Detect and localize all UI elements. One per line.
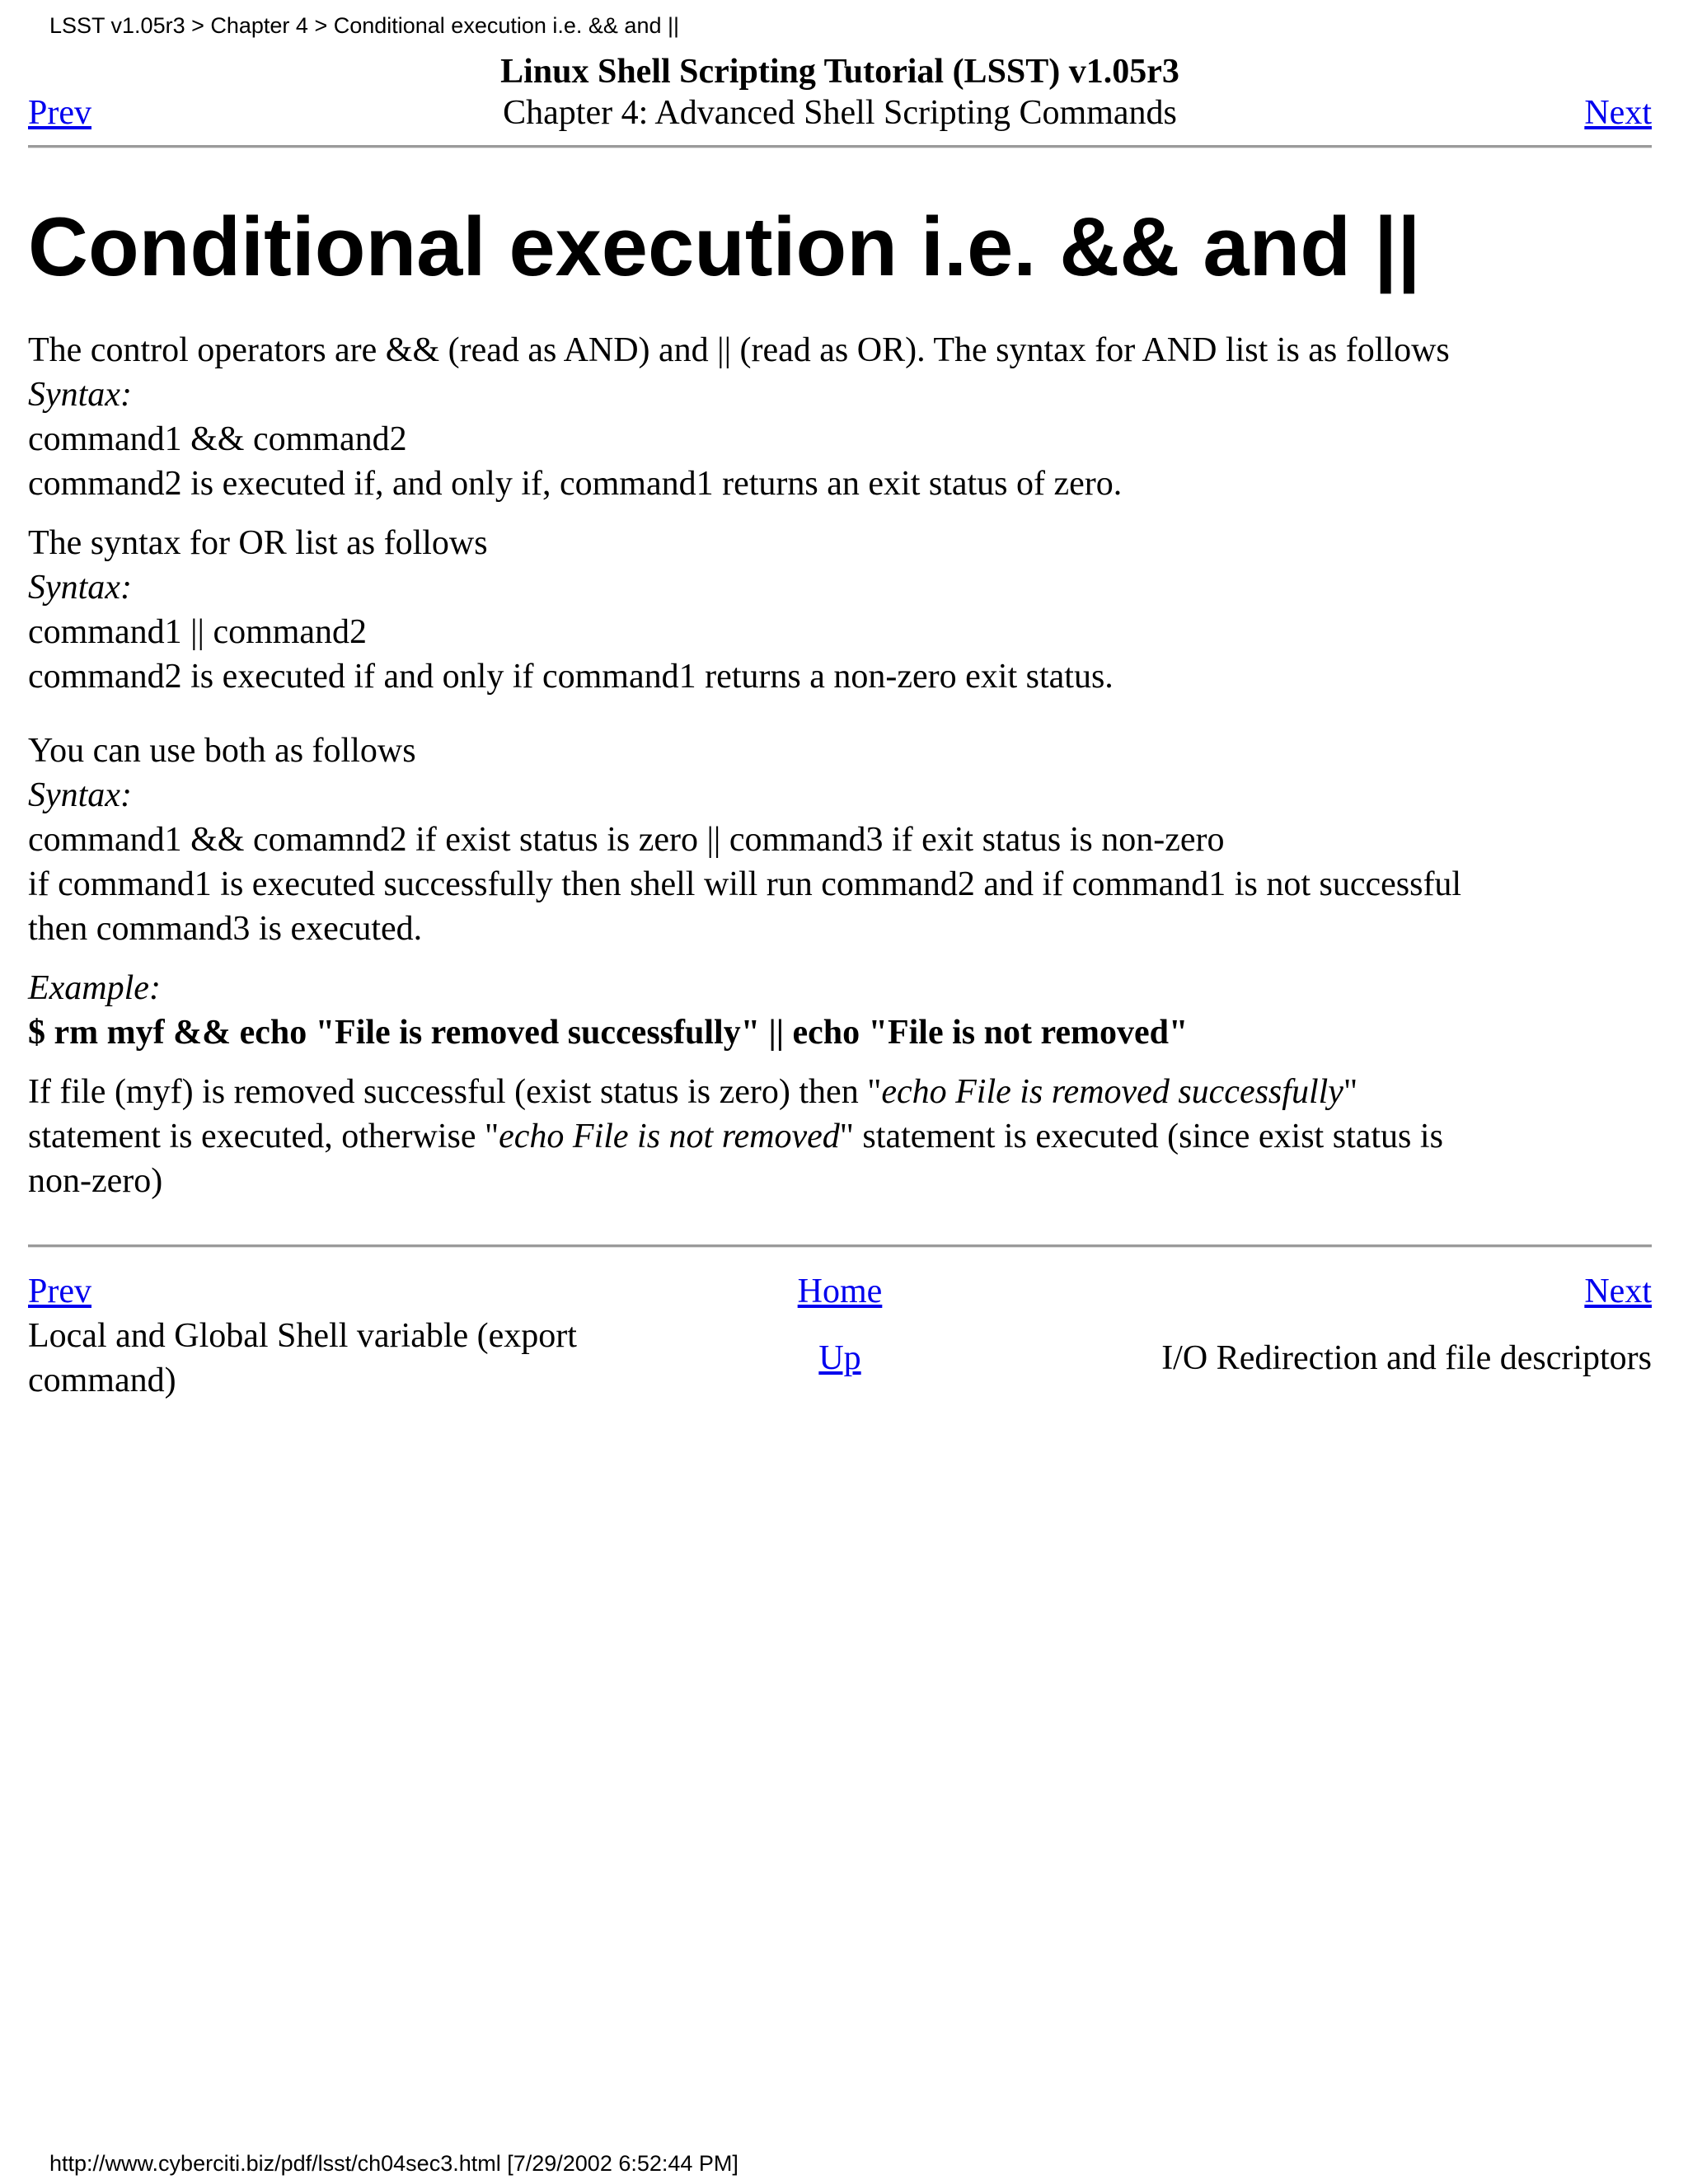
explanation-text: " statement is executed (since exist status is <box>839 1118 1443 1155</box>
example-label: Example: <box>28 969 161 1007</box>
prev-link[interactable]: Prev <box>28 94 91 132</box>
or-section <box>28 521 1652 951</box>
header-divider <box>28 145 1652 148</box>
prev-page-title-line-1: Local and Global Shell variable (export <box>28 1317 577 1355</box>
nav-header-right <box>1404 92 1652 134</box>
syntax-label: Syntax: <box>28 569 132 607</box>
nav-header-left <box>28 92 275 134</box>
explanation-text: statement is executed, otherwise " <box>28 1118 499 1155</box>
nav-header <box>28 51 1652 134</box>
prev-page-title-line-2: command) <box>28 1361 176 1399</box>
explanation-line-1 <box>28 1070 1652 1114</box>
example-section <box>28 966 1652 1055</box>
and-syntax: command1 && command2 <box>28 420 407 458</box>
up-link[interactable]: Up <box>818 1339 861 1377</box>
both-syntax: command1 && comamnd2 if exist status is zero || command3 if exit status is non-zero <box>28 821 1225 859</box>
both-intro: You can use both as follows <box>28 732 416 770</box>
next-page-title: I/O Redirection and file descriptors <box>1161 1339 1652 1377</box>
nav-footer-row-titles <box>28 1314 1652 1403</box>
explanation-text: If file (myf) is removed successful (exist status is zero) then " <box>28 1073 882 1111</box>
example-command: $ rm myf && echo "File is removed successfully" || echo "File is not removed" <box>28 1014 1189 1052</box>
nav-footer-next-cell <box>1002 1269 1652 1314</box>
next-link[interactable]: Next <box>1584 94 1652 132</box>
both-description-line-1: if command1 is executed successfully then shell will run command2 and if command1 is not successful <box>28 865 1462 903</box>
explanation-section <box>28 1070 1652 1203</box>
and-section <box>28 328 1652 506</box>
footer-next-link[interactable]: Next <box>1584 1272 1652 1310</box>
syntax-label: Syntax: <box>28 776 132 814</box>
spacer <box>28 699 1652 729</box>
explanation-emphasis: echo File is not removed <box>499 1118 840 1155</box>
explanation-line-3: non-zero) <box>28 1162 163 1200</box>
print-footer: http://www.cyberciti.biz/pdf/lsst/ch04sec3.html [7/29/2002 6:52:44 PM] <box>49 2151 738 2176</box>
print-header: LSST v1.05r3 > Chapter 4 > Conditional execution i.e. && and || <box>49 13 680 38</box>
explanation-line-2 <box>28 1114 1652 1159</box>
nav-footer-home-cell <box>678 1269 1002 1314</box>
explanation-emphasis: echo File is removed successfully <box>881 1073 1343 1111</box>
or-syntax: command1 || command2 <box>28 613 368 651</box>
book-title: Linux Shell Scripting Tutorial (LSST) v1.05r3 <box>500 53 1179 91</box>
footer-divider <box>28 1244 1652 1248</box>
prev-page-title <box>28 1314 678 1403</box>
nav-footer-row-links <box>28 1269 1652 1314</box>
page-content <box>28 51 1652 1403</box>
footer-prev-link[interactable]: Prev <box>28 1272 91 1310</box>
or-description: command2 is executed if and only if command1 returns a non-zero exit status. <box>28 658 1114 696</box>
or-intro: The syntax for OR list as follows <box>28 524 488 562</box>
page-title: Conditional execution i.e. && and || <box>28 201 1421 293</box>
nav-header-center <box>275 51 1404 134</box>
both-description-line-2: then command3 is executed. <box>28 910 423 948</box>
intro-text: The control operators are && (read as AND) and || (read as OR). The syntax for AND list is as follows <box>28 331 1450 369</box>
explanation-text: " <box>1343 1073 1358 1111</box>
nav-footer-prev-cell <box>28 1269 678 1314</box>
nav-footer <box>28 1244 1652 1403</box>
nav-footer-table <box>28 1269 1652 1403</box>
nav-footer-up-cell <box>678 1314 1002 1403</box>
and-description: command2 is executed if, and only if, command1 returns an exit status of zero. <box>28 465 1123 503</box>
chapter-title: Chapter 4: Advanced Shell Scripting Commands <box>503 94 1177 132</box>
home-link[interactable]: Home <box>797 1272 883 1310</box>
syntax-label: Syntax: <box>28 376 132 414</box>
